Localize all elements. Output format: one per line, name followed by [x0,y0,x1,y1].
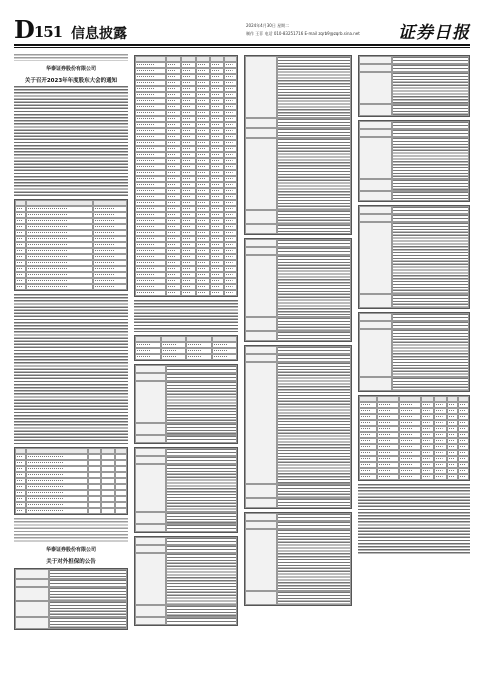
article-company: 华泰证券股份有限公司 [45,66,96,72]
masthead-rule [14,44,470,46]
page-letter: D [14,15,34,44]
text-block [358,484,470,554]
entity-table [358,312,470,392]
text-block [14,294,128,444]
column-1 [14,52,128,692]
entity-table [134,536,238,626]
column-4 [358,52,470,692]
article-company-2: 华泰证券股份有限公司 [45,547,96,553]
text-block [14,54,128,61]
contact-text: 制作 王菲 电话 010-83251716 E-mail zqrb9@zqrb.sina.net [246,31,360,36]
entity-table [244,238,352,342]
entity-table [358,120,470,202]
page-number-digits: 151 [33,23,63,41]
date-text: 2024年4月30日 星期二 [246,23,290,28]
newspaper-logo: 证券日报 [398,23,470,43]
entity-table [244,55,352,235]
entity-table [358,205,470,309]
entity-table [134,447,238,533]
entity-table [244,512,352,606]
masthead [14,15,470,44]
text-block [14,518,128,542]
guarantee-summary-table [358,395,470,481]
text-block [134,300,238,332]
entity-table [134,364,238,444]
summary-table [134,335,238,361]
column-3 [244,52,352,692]
financial-table [134,55,238,297]
column-2 [134,52,238,692]
masthead-rule-thin [14,47,470,48]
article-title-2: 关于对外担保的公告 [46,559,96,565]
page-number [14,15,63,44]
entity-table [358,55,470,117]
data-table [14,199,128,291]
vote-table [14,447,128,515]
entity-table [244,345,352,509]
section-title: 信息披露 [71,26,127,42]
article-title: 关于召开2023年年度股东大会的通知 [24,78,118,84]
guarantee-table [14,568,128,630]
text-block [14,86,128,196]
